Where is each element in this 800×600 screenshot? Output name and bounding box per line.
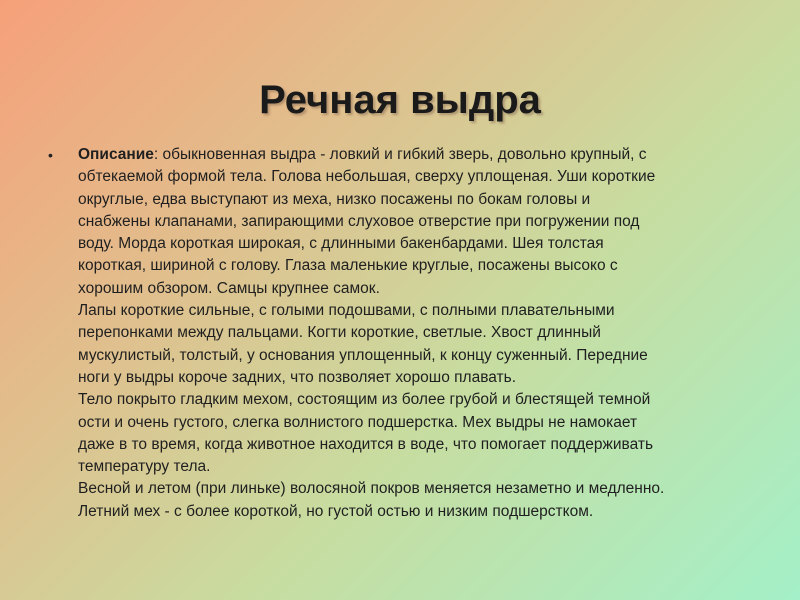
bullet-icon: • [48,147,53,163]
slide-title: Речная выдра [259,77,541,122]
bullet-body: : обыкновенная выдра - ловкий и гибкий зверь, довольно крупный, с обтекаемой формой тела. Голова небольшая, сверху уплощеная. Уши короткие округлые, едва выступают из меха, низко посажены по бокам головы и снабжены клапанами, запирающими слуховое отверстие при погружении под воду. Морда короткая широкая, с длинными бакенбардами. Шея толстая короткая, шириной с голову. Глаза маленькие круглые, посажены высоко с хорошим обзором. Самцы крупнее самок. Лапы короткие сильные, с голыми подошвами, с полными плавательными перепонками между пальцами. Когти короткие, светлые. Хвост длинный мускулистый, толстый, у основания уплощенный, к концу суженный. Передние ноги у выдры короче задних, что позволяет хорошо плавать. Тело покрыто гладким мехом, состоящим из более грубой и блестящей темной ости и очень густого, слегка волнистого подшерстка. Мех выдры не намокает даже в то время, когда животное находится в воде, что помогает поддерживать температуру тела. Весной и летом (при линьке) волосяной покров меняется незаметно и медленно. Летний мех - с более короткой, но густой остью и низким подшерстком. [78,146,665,520]
bullet-item-description [48,144,768,523]
bullet-label: Описание [78,146,154,163]
bullet-text [78,144,768,523]
bullet-list [48,144,768,523]
